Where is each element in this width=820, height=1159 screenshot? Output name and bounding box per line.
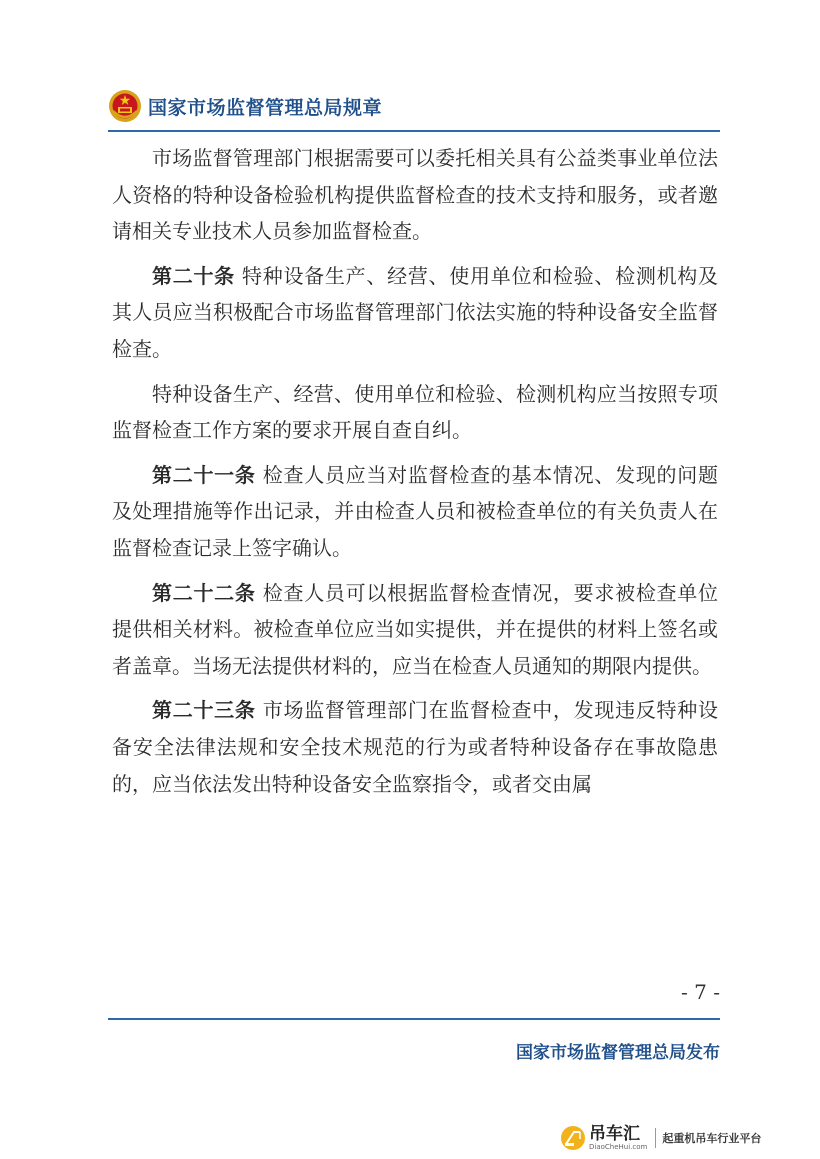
paragraph-text: 特种设备生产、经营、使用单位和检验、检测机构应当按照专项监督检查工作方案的要求开展自查自纠。 <box>112 381 718 443</box>
header-title: 国家市场监督管理总局规章 <box>148 96 383 119</box>
paragraph-text: 特种设备生产、经营、使用单位和检验、检测机构及其人员应当积极配合市场监督管理部门依法实施的特种设备安全监督检查。 <box>112 263 719 361</box>
paragraph <box>112 575 718 685</box>
national-emblem-icon <box>108 89 142 123</box>
header-divider <box>108 130 720 132</box>
article-number: 第二十条 <box>152 263 235 288</box>
paragraph-text: 市场监督管理部门在监督检查中，发现违反特种设备安全法律法规和安全技术规范的行为或者特种设备存在事故隐患的，应当依法发出特种设备安全监察指令，或者交由属 <box>112 698 719 796</box>
article-number: 第二十一条 <box>152 462 256 487</box>
document-body <box>112 140 718 810</box>
watermark <box>560 1122 761 1154</box>
paragraph <box>112 692 718 802</box>
watermark-tagline: 起重机吊车行业平台 <box>662 1132 762 1145</box>
article-number: 第二十三条 <box>152 698 256 723</box>
page-number: - 7 - <box>681 980 720 1004</box>
watermark-name: 吊车汇 <box>589 1123 640 1144</box>
paragraph <box>112 258 718 368</box>
page-header <box>108 82 720 130</box>
watermark-brand <box>589 1123 648 1151</box>
paragraph-text: 检查人员可以根据监督检查情况，要求被检查单位提供相关材料。被检查单位应当如实提供，并在提供的材料上签名或者盖章。当场无法提供材料的，应当在检查人员通知的期限内提供。 <box>112 580 719 678</box>
footer-publisher: 国家市场监督管理总局发布 <box>516 1043 720 1063</box>
watermark-url: DiaoCheHui.com <box>589 1142 648 1151</box>
article-number: 第二十二条 <box>152 580 256 605</box>
paragraph <box>112 376 718 449</box>
paragraph-text: 检查人员应当对监督检查的基本情况、发现的问题及处理措施等作出记录，并由检查人员和被检查单位的有关负责人在监督检查记录上签字确认。 <box>112 462 719 560</box>
paragraph-text: 市场监督管理部门根据需要可以委托相关具有公益类事业单位法人资格的特种设备检验机构提供监督检查的技术支持和服务，或者邀请相关专业技术人员参加监督检查。 <box>112 146 718 244</box>
footer-divider <box>108 1018 720 1020</box>
paragraph <box>112 457 718 567</box>
crane-icon <box>560 1125 586 1151</box>
paragraph <box>112 140 718 250</box>
watermark-separator <box>655 1128 656 1148</box>
